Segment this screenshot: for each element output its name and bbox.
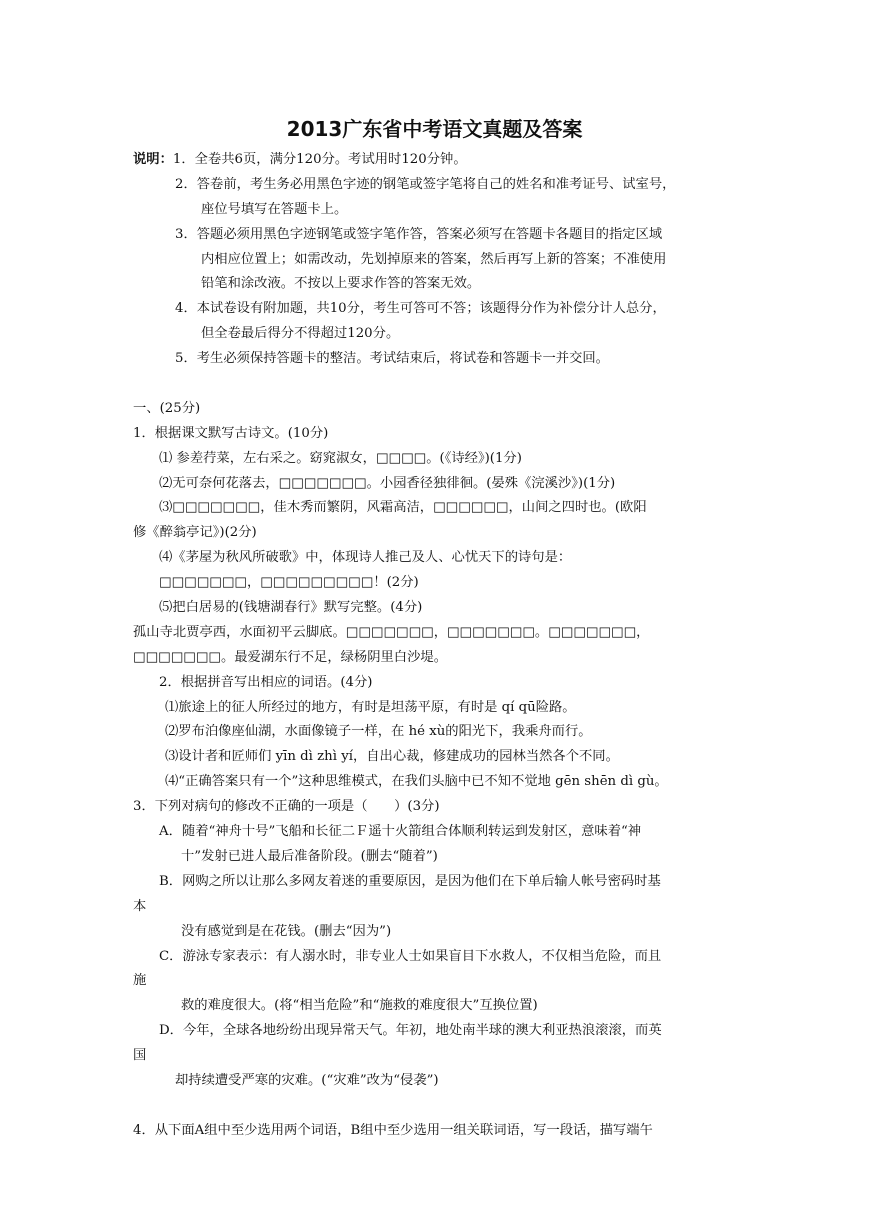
instruction-text: 1．全卷共6页，满分120分。考试用时120分钟。 [172,152,467,167]
spacer-line [133,1094,738,1119]
option-d-continued: 却持续遭受严寒的灾难。(“灾难”改为“侵袭”) [175,1072,439,1088]
question-1-item-continued: 修《醉翁亭记》)(2分) [133,525,257,541]
instruction-line: 座位号填写在答题卡上。 [201,201,348,217]
instructions-block [133,148,738,372]
option-c: C．游泳专家表示：有人溺水时，非专业人士如果盲目下水救人，不仅相当危险，而且 [159,948,662,964]
poem-line: □□□□□□□。最爱湖东行不足，绿杨阴里白沙堤。 [133,649,447,665]
instruction-line: 2．答卷前，考生务必用黑色字迹的钢笔或签字笔将自己的姓名和准考证号、试室号， [175,176,676,192]
document-body [133,148,738,1144]
spacer [133,372,738,397]
option-d: D．今年，全球各地纷纷出现异常天气。年初，地处南半球的澳大利亚热浪滚滚，而英 [159,1023,662,1039]
instruction-line: 铅笔和涂改液。不按以上要求作答的答案无效。 [201,276,481,292]
question-3-heading: 3．下列对病句的修改不正确的一项是（ ）(3分) [133,799,440,815]
option-a: A．随着“神舟十号”飞船和长征二Ｆ遥十火箭组合体顺利转运到发射区，意味着“神 [159,824,642,840]
instruction-line: 3．答题必须用黑色字迹钢笔或签字笔作答，答案必须写在答题卡各题目的指定区域 [175,226,663,242]
question-2-item: ⑷“正确答案只有一个”这种思维模式，在我们头脑中已不知不觉地 gēn shēn dì gù。 [165,774,668,790]
instruction-line: 4．本试卷设有附加题，共10分，考生可答可不答；该题得分作为补偿分计人总分， [175,301,666,317]
instruction-line: 但全卷最后得分不得超过120分。 [201,326,400,342]
instruction-line: 5．考生必须保持答题卡的整洁。考试结束后，将试卷和答题卡一并交回。 [175,351,609,367]
section-heading: 一、(25分) [133,400,201,416]
option-b: B．网购之所以让那么多网友着迷的重要原因，是因为他们在下单后输人帐号密码时基 [159,873,661,889]
question-1-item: ⑴ 参差荇菜，左右采之。窈窕淑女，□□□□。(《诗经》)(1分) [159,450,522,466]
option-a-continued: 十”发射已进人最后准备阶段。(删去“随着”) [181,848,438,864]
option-b-continued: 没有感觉到是在花钱。(删去“因为”) [181,923,392,939]
question-1-item-continued: □□□□□□□，□□□□□□□□□！(2分) [159,575,419,591]
page-title: 2013广东省中考语文真题及答案 [286,117,583,141]
option-d-wrap: 国 [133,1048,147,1064]
question-2-item: ⑵罗布泊像座仙湖，水面像镜子一样，在 hé xù的阳光下，我乘舟而行。 [165,724,592,740]
question-2-item: ⑴旅途上的征人所经过的地方，有时是坦荡平原，有时是 qí qū险路。 [165,699,576,715]
question-2-item: ⑶设计者和匠师们 yīn dì zhì yí，自出心裁，修建成功的园林当然各个不同。 [165,749,619,765]
option-c-continued: 救的难度很大。(将“相当危险”和“施救的难度很大”互换位置) [181,998,538,1014]
question-1-item: ⑶□□□□□□□，佳木秀而繁阴，风霜高洁，□□□□□□，山间之四时也。(欧阳 [159,500,647,516]
question-1-item: ⑸把白居易的(钱塘湖春行》默写完整。(4分) [159,600,423,616]
option-c-wrap: 施 [133,973,147,989]
question-1-heading: 1．根据课文默写古诗文。(10分) [133,425,329,441]
instruction-line: 内相应位置上；如需改动，先划掉原来的答案，然后再写上新的答案；不准使用 [201,251,667,267]
option-b-wrap: 本 [133,898,147,914]
instruction-line [133,148,738,173]
poem-line: 孤山寺北贾亭西，水面初平云脚底。□□□□□□□，□□□□□□□。□□□□□□□， [133,624,650,640]
question-1-item: ⑵无可奈何花落去，□□□□□□□。小园香径独徘徊。(晏殊《浣溪沙》)(1分) [159,475,616,491]
questions-block [133,397,738,1144]
question-4-heading: 4．从下面A组中至少选用两个词语，B组中至少选用一组关联词语，写一段话，描写端午 [133,1122,653,1138]
question-1-item: ⑷《茅屋为秋风所破歌》中，体现诗人推己及人、心忧天下的诗句是： [159,550,572,566]
instructions-label: 说明： [133,152,173,167]
question-2-heading: 2．根据拼音写出相应的词语。(4分) [159,674,373,690]
